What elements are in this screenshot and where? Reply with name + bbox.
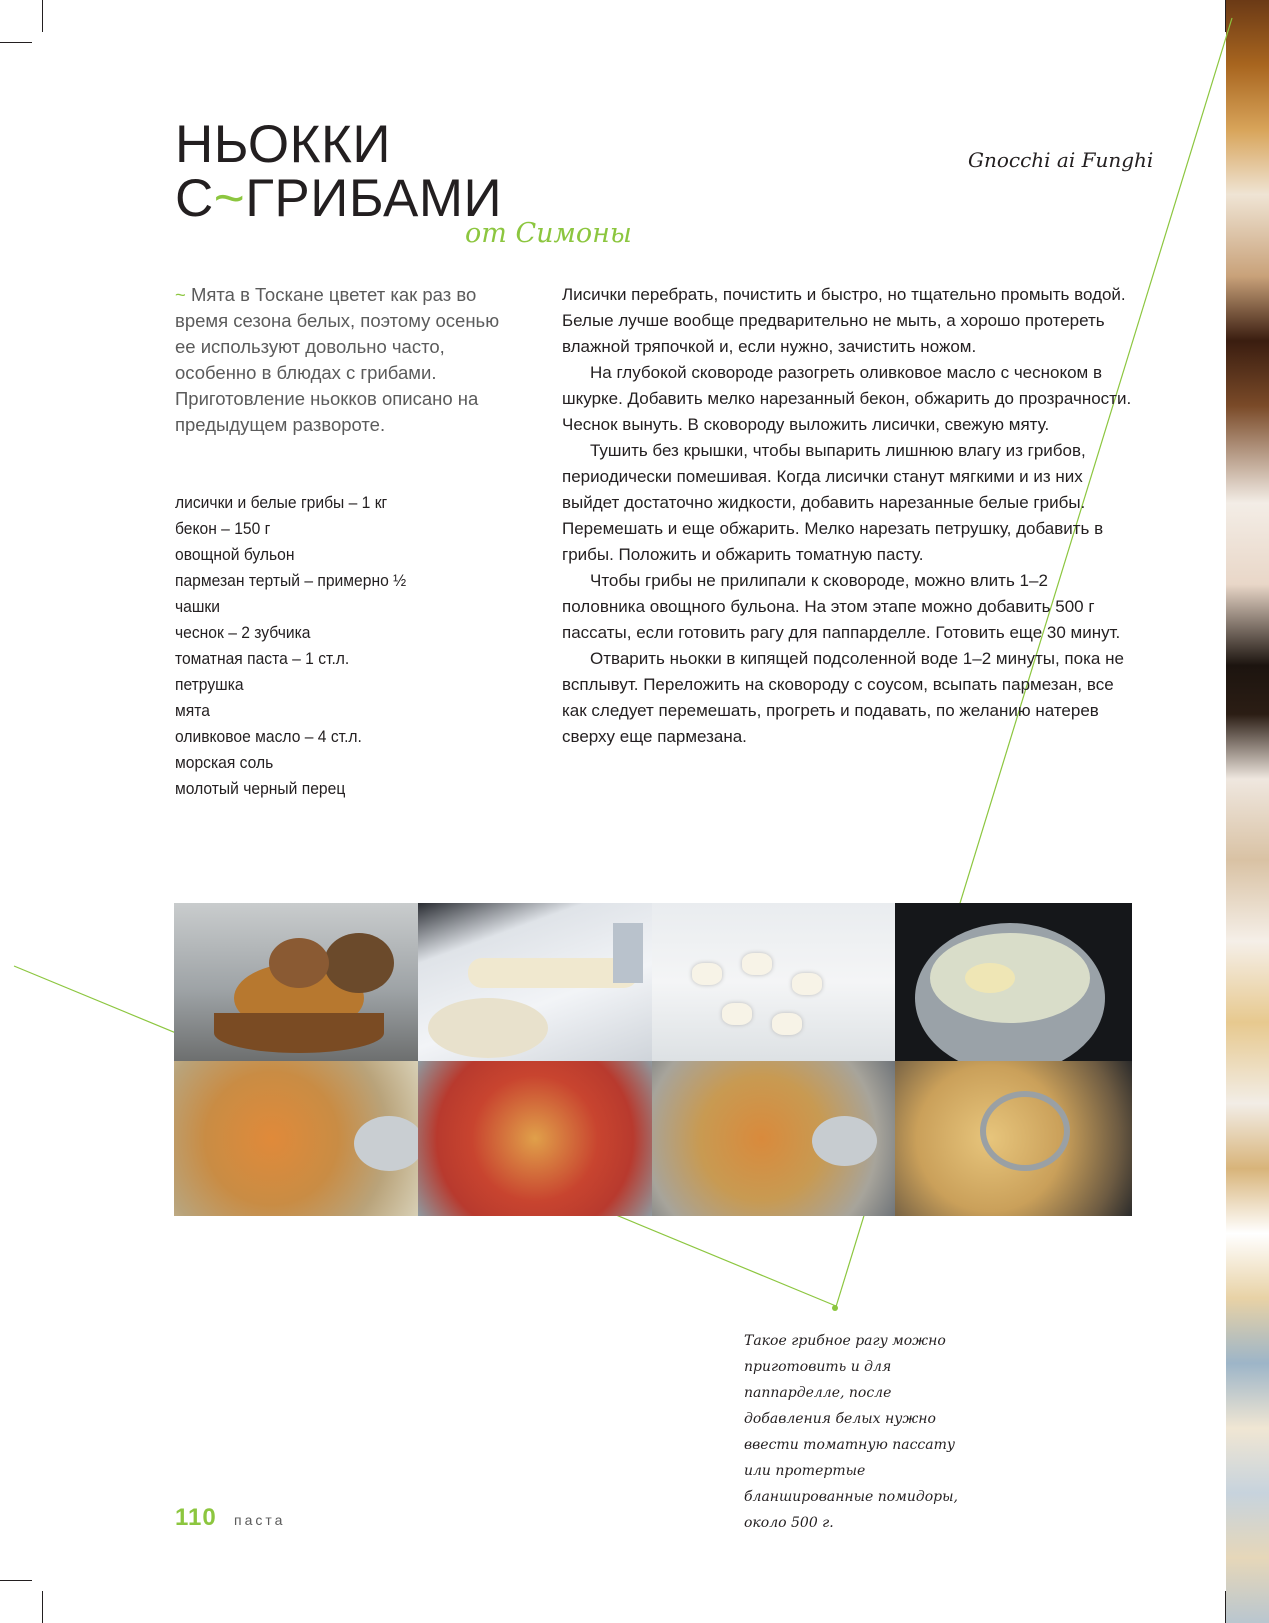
- title-tilde: ~: [213, 169, 246, 228]
- ingredient-item: пармезан тертый – примерно ½: [175, 571, 407, 590]
- title-line-2-suffix: ГРИБАМИ: [245, 169, 503, 228]
- side-note: Такое грибное рагу можно приготовить и для паппарделле, после добавления белых нужно ввести томатную пассату или протертые бланшированные помидоры, около 500 г.: [744, 1333, 958, 1531]
- page-number: 110: [175, 1504, 217, 1531]
- decorative-line-dot: [832, 1305, 838, 1311]
- instruction-paragraph: Тушить без крышки, чтобы выпарить лишнюю влагу из грибов, периодически помешивая. Когда лисички станут мягкими и из них выйдет достаточно жидкости, добавить нарезанные белые грибы. Перемешать и еще обжарить. Мелко нарезать петрушку, добавить в грибы. Положить и обжарить томатную пасту.: [562, 441, 1104, 564]
- ingredient-item: петрушка: [175, 675, 244, 694]
- photo-chanterelles-pan-1: [174, 1061, 418, 1216]
- photo-gnocchi-in-sauce: [895, 1061, 1132, 1216]
- instruction-paragraph: Отварить ньокки в кипящей подсоленной воде 1–2 минуты, пока не всплывут. Переложить на сковороду с соусом, всыпать пармезан, все как следует перемешать, прогреть и подавать, по желанию натерев сверху еще пармезана.: [562, 649, 1124, 746]
- instruction-paragraph: Чтобы грибы не прилипали к сковороде, можно влить 1–2 половника овощного бульона. На этом этапе можно добавить 500 г пассаты, если готовить рагу для паппарделле. Готовить еще 30 минут.: [562, 571, 1121, 642]
- ingredient-item: томатная паста – 1 ст.л.: [175, 649, 350, 668]
- photo-floured-gnocchi: [652, 903, 895, 1061]
- ingredient-item: оливковое масло – 4 ст.л.: [175, 727, 362, 746]
- instruction-paragraph: Лисички перебрать, почистить и быстро, но тщательно промыть водой. Белые лучше вообще предварительно не мыть, а хорошо протереть влажной тряпочкой и, если нужно, зачистить ножом.: [562, 285, 1126, 356]
- intro-paragraph: [175, 282, 505, 438]
- photo-tomato-mushroom-pan: [418, 1061, 652, 1216]
- italian-recipe-name: Gnocchi ai Funghi: [968, 148, 1154, 172]
- section-name: паста: [234, 1512, 286, 1528]
- title-line-2-prefix: С: [175, 169, 214, 228]
- ingredient-item: чеснок – 2 зубчика: [175, 623, 311, 642]
- photo-mushrooms-basket: [174, 903, 418, 1061]
- photo-cutting-gnocchi: [418, 903, 652, 1061]
- ingredient-item: чашки: [175, 597, 220, 616]
- ingredient-item: бекон – 150 г: [175, 519, 271, 538]
- ingredient-item: морская соль: [175, 753, 274, 772]
- photo-grid: [174, 903, 1132, 1216]
- intro-text: Мята в Тоскане цветет как раз во время сезона белых, поэтому осенью ее используют довольно часто, особенно в блюдах с грибами. Приготовление ньокков описано на предыдущем развороте.: [175, 284, 500, 435]
- title-line-1: НЬОККИ: [175, 115, 391, 174]
- ingredients-list: [175, 490, 479, 802]
- intro-tilde-marker: ~: [175, 284, 186, 305]
- photo-chanterelles-pan-2: [652, 1061, 895, 1216]
- ingredient-item: мята: [175, 701, 210, 720]
- ingredient-item: лисички и белые грибы – 1 кг: [175, 493, 388, 512]
- photo-boiling-pot: [895, 903, 1132, 1061]
- ingredient-item: молотый черный перец: [175, 779, 346, 798]
- instructions-text: [562, 282, 1132, 750]
- ingredient-item: овощной бульон: [175, 545, 295, 564]
- recipe-author-subtitle: от Симоны: [465, 218, 632, 249]
- recipe-title: [175, 115, 503, 228]
- instruction-paragraph: На глубокой сковороде разогреть оливковое масло с чесноком в шкурке. Добавить мелко нарезанный бекон, обжарить до прозрачности. Чеснок вынуть. В сковороду выложить лисички, свежую мяту.: [562, 363, 1132, 434]
